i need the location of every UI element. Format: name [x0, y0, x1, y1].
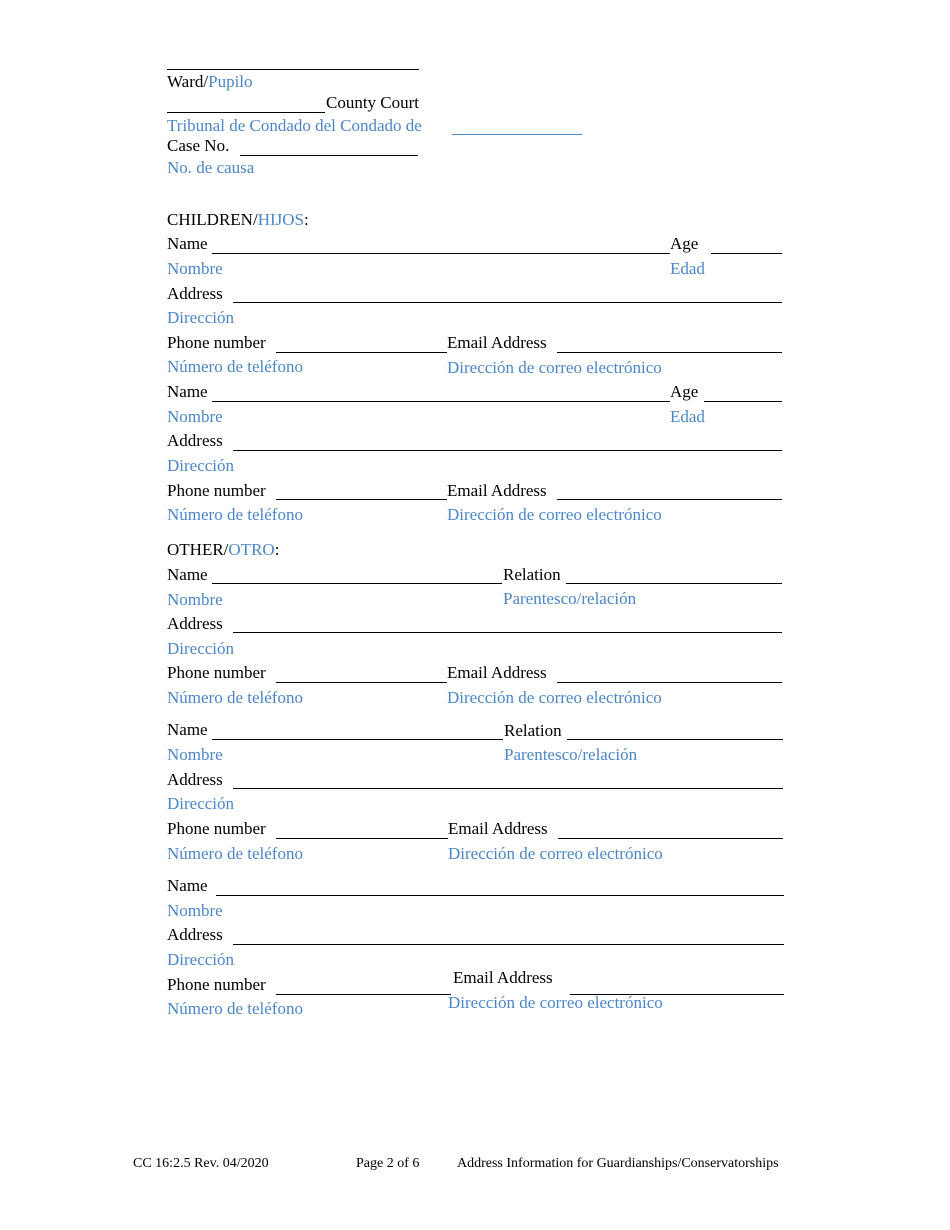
child1-phone-label: Phone number: [167, 333, 266, 352]
child1-name-field[interactable]: [212, 253, 670, 254]
child2-name-field[interactable]: [212, 401, 670, 402]
other2-email-label: Email Address: [448, 819, 548, 838]
child2-name-label-es: Nombre: [167, 407, 223, 426]
other3-name-label-es: Nombre: [167, 901, 223, 920]
other1-email-label: Email Address: [447, 663, 547, 682]
other1-address-label-es: Dirección: [167, 639, 235, 658]
other3-address-label-es: Dirección: [167, 950, 235, 969]
other1-phone-field[interactable]: [276, 682, 447, 683]
child1-email-label: Email Address: [447, 333, 547, 352]
other1-relation-label: Relation: [503, 565, 561, 584]
other2-relation-label-es: Parentesco/relación: [504, 745, 638, 764]
other2-address-label: Address: [167, 770, 223, 789]
other2-email-label-es: Dirección de correo electrónico: [448, 844, 663, 863]
other2-phone-field[interactable]: [276, 838, 448, 839]
other3-email-label-es: Dirección de correo electrónico: [448, 993, 663, 1012]
case-no-blank[interactable]: [240, 155, 418, 156]
other-heading: OTHER/OTRO:: [167, 540, 280, 559]
child2-address-label: Address: [167, 431, 223, 450]
ward-blank[interactable]: [167, 69, 419, 70]
other1-name-label: Name: [167, 565, 208, 584]
other2-email-field[interactable]: [558, 838, 783, 839]
other1-relation-label-es: Parentesco/relación: [503, 589, 637, 608]
other3-name-label: Name: [167, 876, 208, 895]
other2-name-label: Name: [167, 720, 208, 739]
other1-address-field[interactable]: [233, 632, 782, 633]
child2-age-label-es: Edad: [670, 407, 705, 426]
child2-address-label-es: Dirección: [167, 456, 235, 475]
child1-phone-label-es: Número de teléfono: [167, 357, 303, 376]
other3-phone-label-es: Número de teléfono: [167, 999, 303, 1018]
county-court-label-es: Tribunal de Condado del Condado de: [167, 116, 422, 135]
other1-name-label-es: Nombre: [167, 590, 223, 609]
child1-address-label: Address: [167, 284, 223, 303]
other2-name-label-es: Nombre: [167, 745, 223, 764]
other1-phone-label: Phone number: [167, 663, 266, 682]
other3-address-field[interactable]: [233, 944, 784, 945]
other2-relation-field[interactable]: [567, 739, 783, 740]
child2-email-label-es: Dirección de correo electrónico: [447, 505, 662, 524]
child2-name-label: Name: [167, 382, 208, 401]
child1-phone-field[interactable]: [276, 352, 447, 353]
child1-address-label-es: Dirección: [167, 308, 235, 327]
other3-address-label: Address: [167, 925, 223, 944]
child1-age-label-es: Edad: [670, 259, 705, 278]
other2-name-field[interactable]: [212, 739, 503, 740]
child1-age-label: Age: [670, 234, 699, 253]
child1-age-field[interactable]: [711, 253, 782, 254]
other2-relation-label: Relation: [504, 721, 562, 740]
child2-address-field[interactable]: [233, 450, 782, 451]
other2-address-field[interactable]: [233, 788, 783, 789]
case-no-label: Case No.: [167, 136, 230, 155]
other1-email-label-es: Dirección de correo electrónico: [447, 688, 662, 707]
ward-label: Ward/Pupilo: [167, 72, 253, 91]
children-heading: CHILDREN/HIJOS:: [167, 210, 309, 229]
other1-relation-field[interactable]: [566, 583, 782, 584]
child2-email-label: Email Address: [447, 481, 547, 500]
county-blank[interactable]: [167, 112, 325, 113]
other3-name-field[interactable]: [216, 895, 784, 896]
other2-address-label-es: Dirección: [167, 794, 235, 813]
footer-form-id: CC 16:2.5 Rev. 04/2020: [133, 1156, 269, 1171]
other1-email-field[interactable]: [557, 682, 782, 683]
other3-phone-label: Phone number: [167, 975, 266, 994]
child1-name-label: Name: [167, 234, 208, 253]
other3-phone-field[interactable]: [276, 994, 451, 995]
child2-age-field[interactable]: [704, 401, 782, 402]
footer-form-title: Address Information for Guardianships/Conservatorships: [457, 1156, 779, 1171]
child2-phone-field[interactable]: [276, 499, 447, 500]
child2-phone-label: Phone number: [167, 481, 266, 500]
other1-name-field[interactable]: [212, 583, 502, 584]
other2-phone-label-es: Número de teléfono: [167, 844, 303, 863]
child1-email-field[interactable]: [557, 352, 782, 353]
child1-email-label-es: Dirección de correo electrónico: [447, 358, 662, 377]
other1-phone-label-es: Número de teléfono: [167, 688, 303, 707]
county-court-label: County Court: [326, 93, 420, 112]
other3-email-label: Email Address: [453, 968, 553, 987]
child2-age-label: Age: [670, 382, 699, 401]
other2-phone-label: Phone number: [167, 819, 266, 838]
case-no-label-es: No. de causa: [167, 158, 255, 177]
child1-address-field[interactable]: [233, 302, 782, 303]
footer-page-number: Page 2 of 6: [356, 1156, 420, 1171]
child2-email-field[interactable]: [557, 499, 782, 500]
county-es-blank[interactable]: [452, 134, 582, 135]
other1-address-label: Address: [167, 614, 223, 633]
child2-phone-label-es: Número de teléfono: [167, 505, 303, 524]
child1-name-label-es: Nombre: [167, 259, 223, 278]
